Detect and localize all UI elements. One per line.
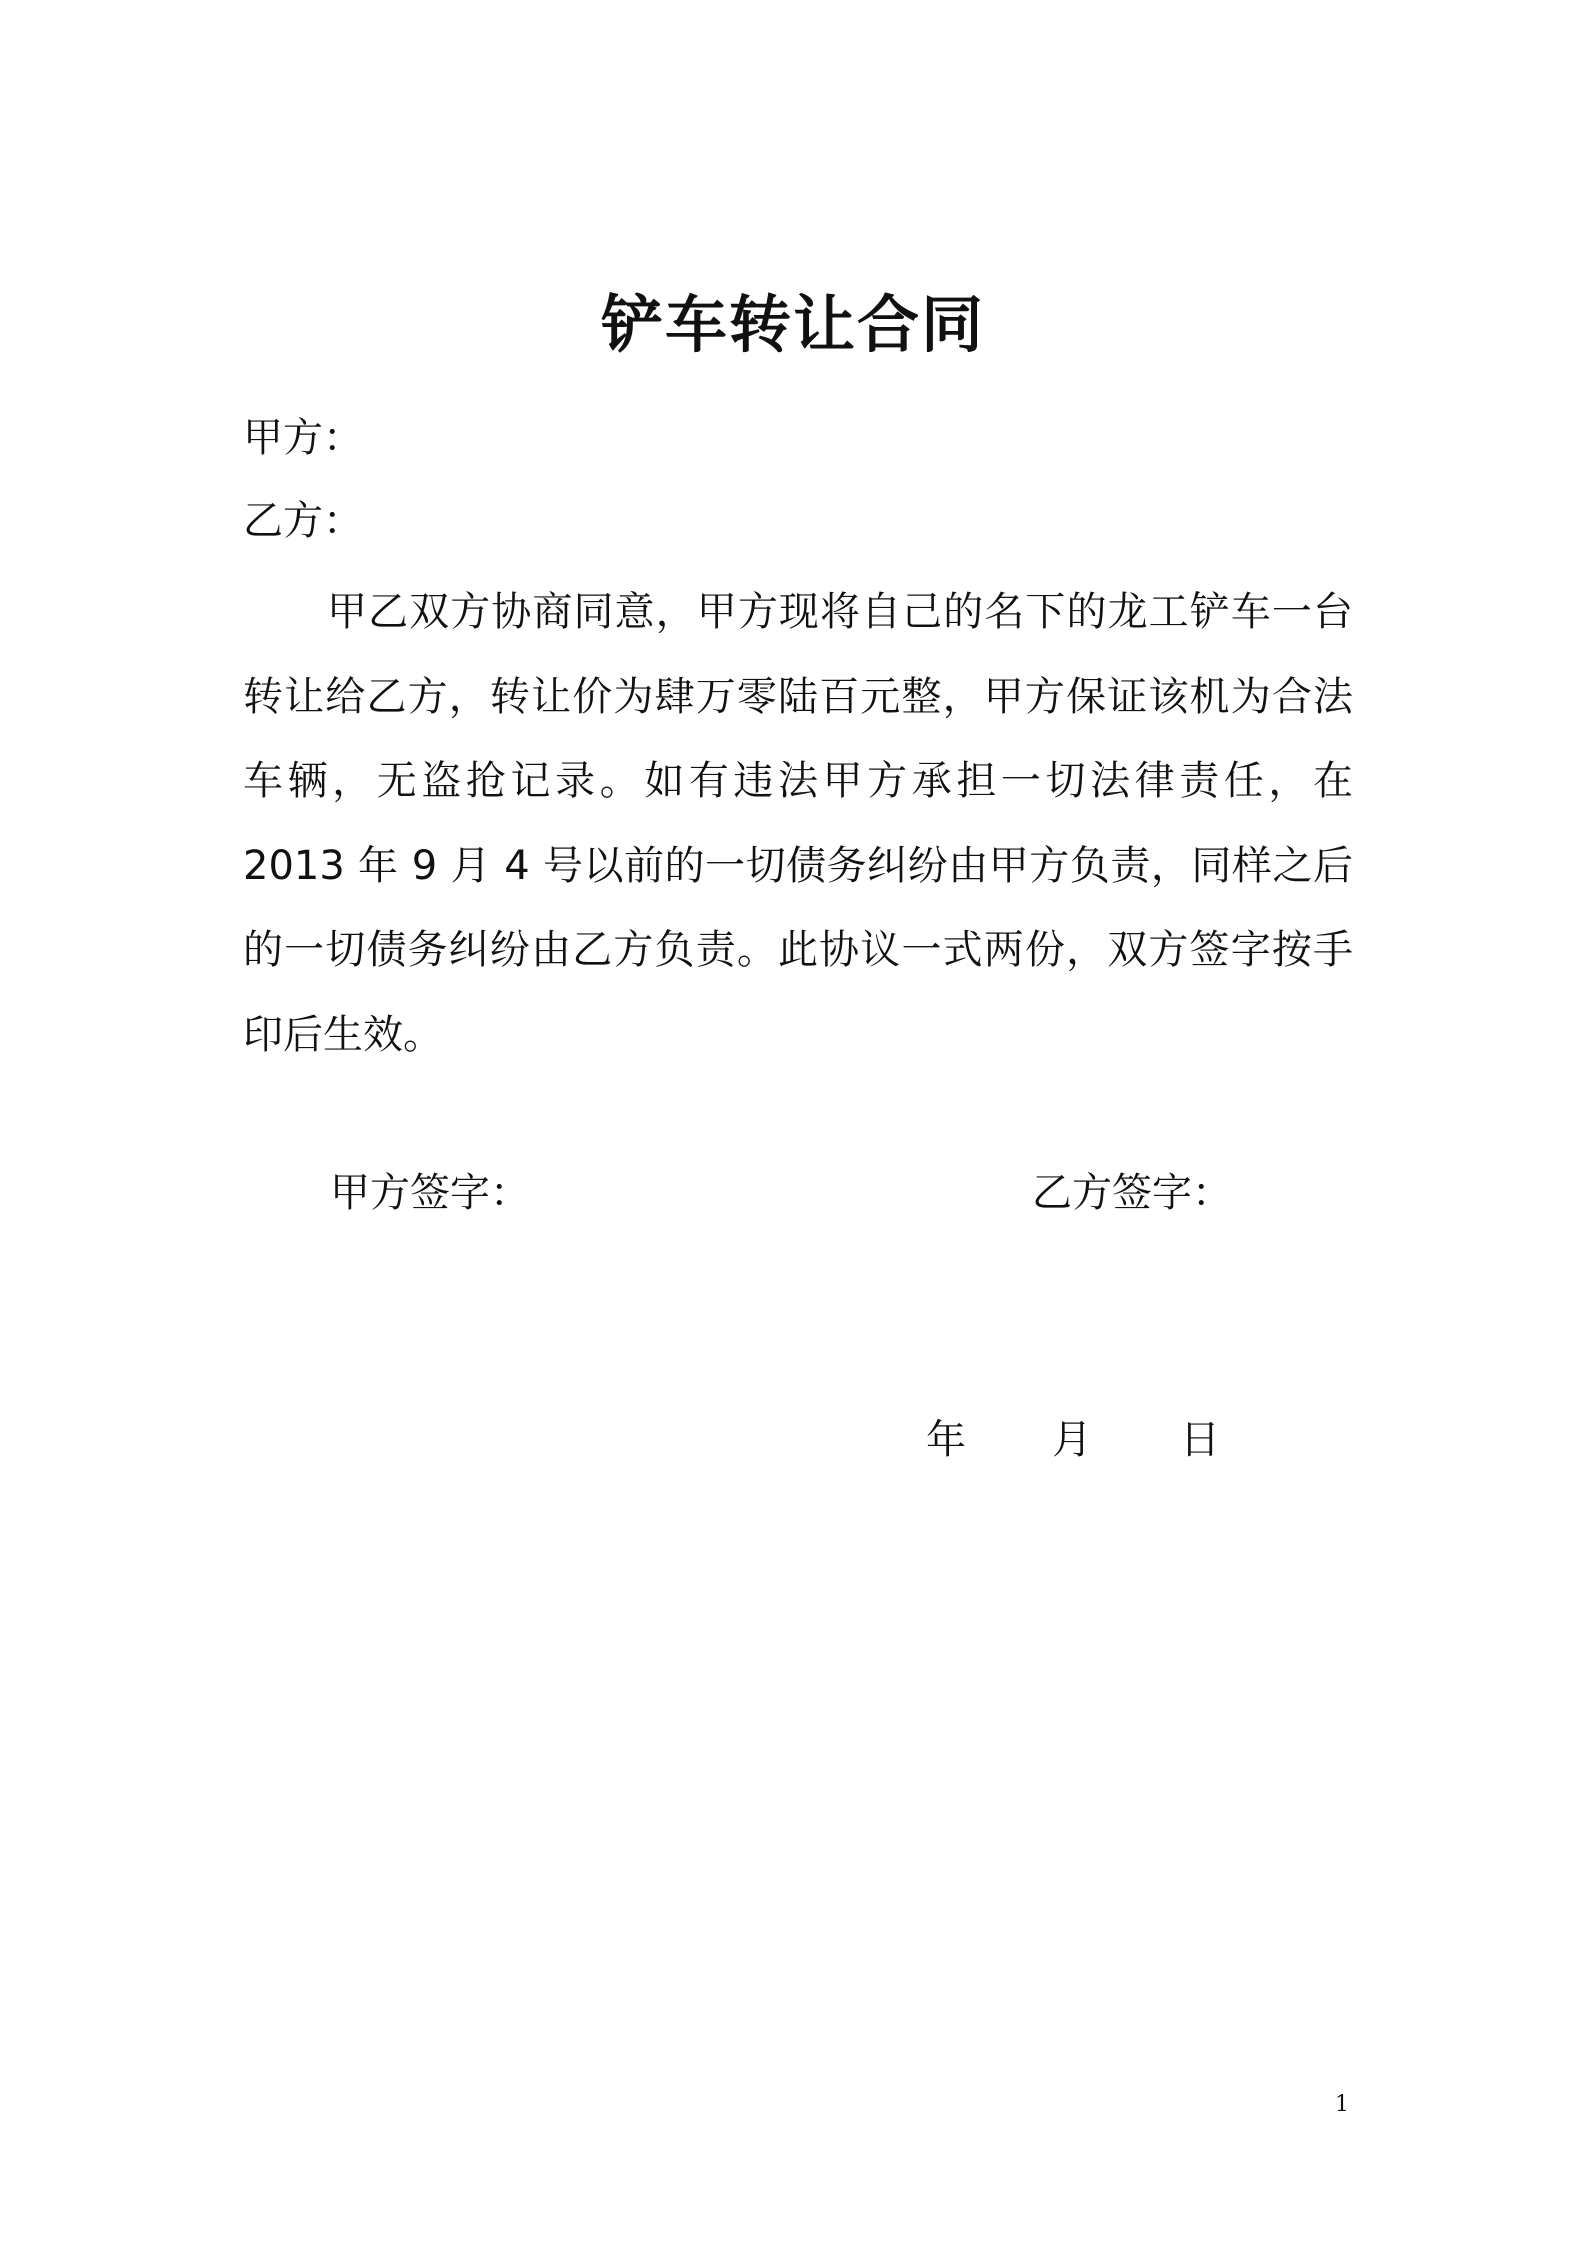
- date-day-label: 日: [1180, 1417, 1220, 1463]
- date-month-label: 月: [1052, 1417, 1092, 1463]
- party-a-label: 甲方：: [243, 415, 363, 461]
- date-year-label: 年: [926, 1417, 966, 1463]
- document-title: 铲车转让合同: [600, 288, 985, 361]
- party-b-label: 乙方：: [243, 498, 363, 544]
- party-b-signature-label: 乙方签字：: [1032, 1170, 1232, 1216]
- party-a-signature-label: 甲方签字：: [330, 1170, 530, 1216]
- contract-body: 甲乙双方协商同意，甲方现将自己的名下的龙工铲车一台转让给乙方，转让价为肆万零陆百元整，甲方保证该机为合法车辆，无盗抢记录。如有违法甲方承担一切法律责任，在 2013 年 9 月 4 号以前的一切债务纠纷由甲方负责，同样之后的一切债务纠纷由乙方负责。此协议一式两份，双方签字按手印后生效。: [243, 589, 1353, 1058]
- page-number: 1: [1335, 2092, 1349, 2117]
